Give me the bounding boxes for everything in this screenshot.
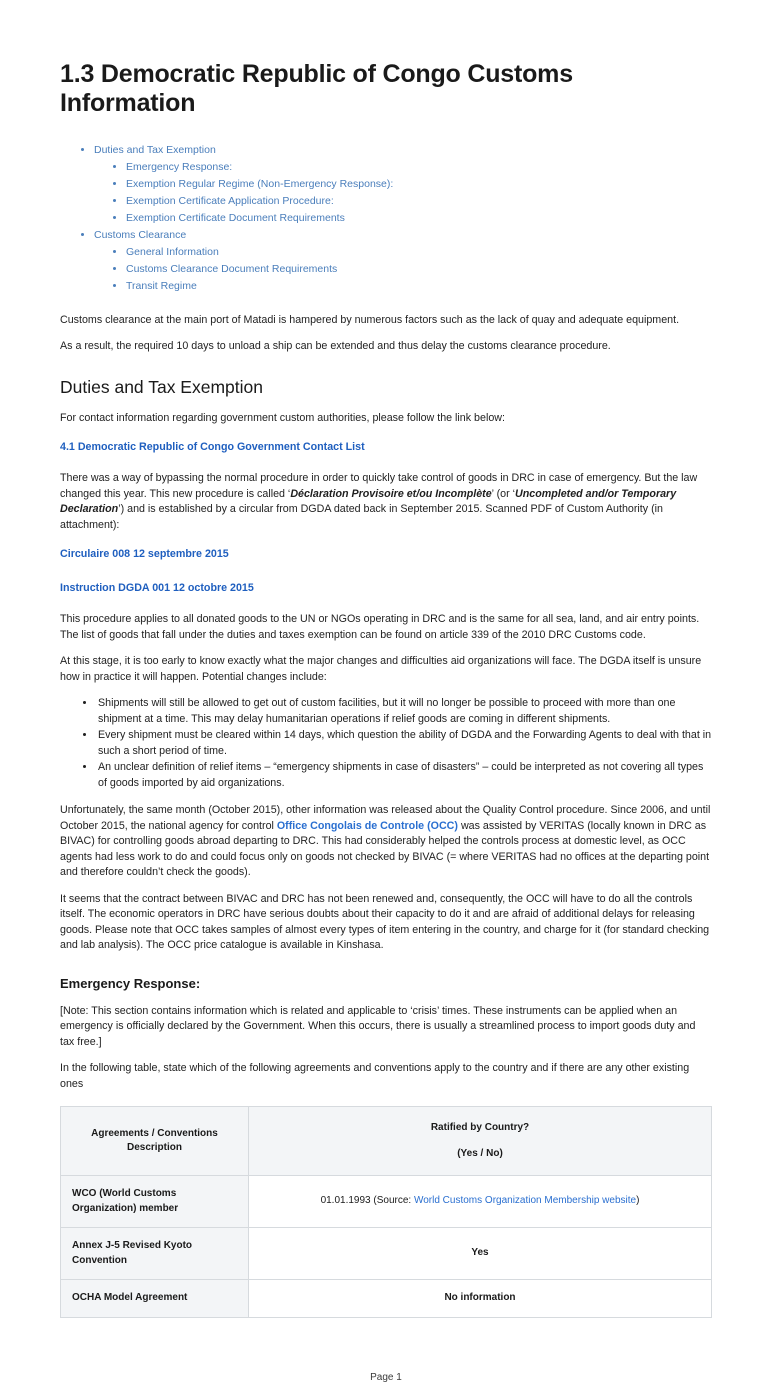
section-heading-duties-and-tax-exemption: Duties and Tax Exemption [60, 376, 263, 397]
section-heading-emergency-response: Emergency Response: [60, 975, 201, 991]
table-of-contents [82, 142, 712, 295]
wco-value-suffix: ) [636, 1195, 640, 1207]
occ-paragraph [60, 803, 712, 881]
toc-subitem[interactable] [126, 278, 712, 295]
agreements-conventions-table [60, 1106, 712, 1318]
occ-text-a: Unfortunately, the same month (October 2015), other information was released about the Quality Control procedure. Since 2006, and until October 2015, the national agency for control [60, 804, 711, 832]
toc-link-customs-clearance[interactable]: Customs Clearance [94, 228, 187, 241]
table-row [61, 1228, 712, 1280]
table-row-label-wco: WCO (World Customs Organization) member [61, 1176, 249, 1228]
emergency-note-paragraph: [Note: This section contains information which is related and applicable to ‘crisis’ times. These instruments can be applied when an emergency is officially declared by the Government. When this occurs, there is usually a streamlined process to import goods duty and tax free.] [60, 1004, 696, 1048]
procedure-text-b: ’ (or ‘ [491, 487, 516, 500]
procedure-text-c: ’) and is established by a circular from DGDA dated back in September 2015. Scanned PDF of Custom Authority (in attachment): [60, 503, 663, 531]
procedure-paragraph-1 [60, 471, 712, 533]
link-office-congolais-de-controle[interactable]: Office Congolais de Controle (OCC) [276, 819, 458, 832]
table-header-ratified-line1: Ratified by Country? [430, 1122, 530, 1134]
link-instruction-dgda-001[interactable]: Instruction DGDA 001 12 octobre 2015 [60, 582, 254, 595]
intro-paragraph-1: Customs clearance at the main port of Matadi is hampered by numerous factors such as the lack of quay and adequate equipment. [60, 313, 680, 326]
emphasis-uncompleted-temporary-declaration: Uncompleted and/or Temporary Declaration [60, 487, 677, 516]
table-intro-paragraph: In the following table, state which of the following agreements and conventions apply to the country and if there are any other existing ones [60, 1062, 690, 1090]
toc-sublist [108, 159, 712, 227]
toc-link-transit-regime[interactable]: Transit Regime [126, 279, 197, 292]
toc-link-exemption-certificate-document-requirements[interactable]: Exemption Certificate Document Requirements [126, 211, 345, 224]
wco-value-prefix: 01.01.1993 (Source: [320, 1195, 414, 1207]
table-row-value-ocha: No information [249, 1280, 712, 1318]
list-item: • Every shipment must be cleared within 14 days, which question the ability of DGDA and the Forwarding Agents to deal with that in such a short period of time. [96, 728, 712, 759]
toc-item[interactable] [94, 142, 712, 227]
intro-paragraph-2: As a result, the required 10 days to unload a ship can be extended and thus delay the customs clearance procedure. [60, 340, 611, 353]
contract-paragraph: It seems that the contract between BIVAC and DRC has not been renewed and, consequently, the OCC will have to do all the controls itself. The economic operators in DRC have serious doubts about their capacity to do it and are afraid of additional delays for releasing goods. Please note that OCC takes samples of almost every types of item entering in the country, and charge for it (for standard checking and lab analysis). The OCC price catalogue is available in Kinshasa. [60, 892, 710, 952]
link-government-contact-list[interactable]: 4.1 Democratic Republic of Congo Government Contact List [60, 441, 365, 454]
toc-sublist [108, 244, 712, 295]
toc-subitem[interactable] [126, 159, 712, 176]
table-row-label-kyoto: Annex J-5 Revised Kyoto Convention [61, 1228, 249, 1280]
procedure-paragraph-3: At this stage, it is too early to know exactly what the major changes and difficulties aid organizations will face. The DGDA itself is unsure how in practice it will happen. Potential changes include: [60, 655, 702, 683]
emphasis-declaration-provisoire: Déclaration Provisoire et/ou Incomplète [290, 487, 492, 500]
table-row-label-ocha: OCHA Model Agreement [61, 1280, 249, 1318]
link-wco-membership-website[interactable]: World Customs Organization Membership website [413, 1195, 637, 1207]
table-row [61, 1280, 712, 1318]
table-row-value-kyoto: Yes [249, 1228, 712, 1280]
potential-changes-list [82, 696, 712, 791]
occ-text-b: was assisted by VERITAS (locally known in DRC as BIVAC) for controlling goods abroad departing to DRC. This had considerably helped the controls process at domestic level, as OCC agents had less work to do and could focus only on goods not checked by BIVAC (= where VERITAS had no offices at the departing point and therefore couldn’t check the goods). [60, 819, 710, 879]
attachment-link-line-1 [60, 544, 712, 562]
attachment-link-line-2 [60, 578, 712, 596]
table-row-value-wco [249, 1176, 712, 1228]
list-item: • An unclear definition of relief items – “emergency shipments in case of disasters” – could be interpreted as not covering all types of goods imported by aid organizations. [96, 760, 712, 791]
table-header-ratified-line2: (Yes / No) [457, 1147, 503, 1159]
contact-intro-paragraph: For contact information regarding government custom authorities, please follow the link below: [60, 411, 505, 424]
toc-subitem[interactable] [126, 193, 712, 210]
table-header-row [61, 1107, 712, 1176]
link-circulaire-008[interactable]: Circulaire 008 12 septembre 2015 [60, 548, 229, 561]
toc-item[interactable] [94, 227, 712, 295]
toc-link-exemption-regular-regime[interactable]: Exemption Regular Regime (Non-Emergency Response): [126, 177, 394, 190]
contact-link-line [60, 437, 712, 455]
page-title: 1.3 Democratic Republic of Congo Customs Information [60, 60, 573, 117]
toc-subitem[interactable] [126, 176, 712, 193]
toc-link-general-information[interactable]: General Information [126, 245, 219, 258]
procedure-paragraph-2: This procedure applies to all donated goods to the UN or NGOs operating in DRC and is the same for all sea, land, and air entry points. The list of goods that fall under the duties and taxes exemption can be found on article 339 of the 2010 DRC Customs code. [60, 613, 700, 641]
table-header-ratified [249, 1107, 712, 1176]
list-item: • Shipments will still be allowed to get out of custom facilities, but it will no longer be possible to proceed with more than one shipment at a time. This may delay humanitarian operations if relief goods are coming in different shipments. [96, 696, 712, 727]
toc-link-customs-clearance-document-requirements[interactable]: Customs Clearance Document Requirements [126, 262, 338, 275]
toc-subitem[interactable] [126, 210, 712, 227]
toc-link-exemption-certificate-application-procedure[interactable]: Exemption Certificate Application Procedure: [126, 194, 334, 207]
toc-link-emergency-response[interactable]: Emergency Response: [126, 160, 233, 173]
toc-link-duties-and-tax-exemption[interactable]: Duties and Tax Exemption [94, 143, 216, 156]
toc-subitem[interactable] [126, 244, 712, 261]
toc-subitem[interactable] [126, 261, 712, 278]
table-header-description: Agreements / Conventions Description [61, 1107, 249, 1176]
page-footer: Page 1 [370, 1371, 402, 1383]
table-row [61, 1176, 712, 1228]
procedure-text-a: There was a way of bypassing the normal procedure in order to quickly take control of goods in DRC in case of emergency. But the law changed this year. This new procedure is called ‘ [60, 472, 698, 500]
